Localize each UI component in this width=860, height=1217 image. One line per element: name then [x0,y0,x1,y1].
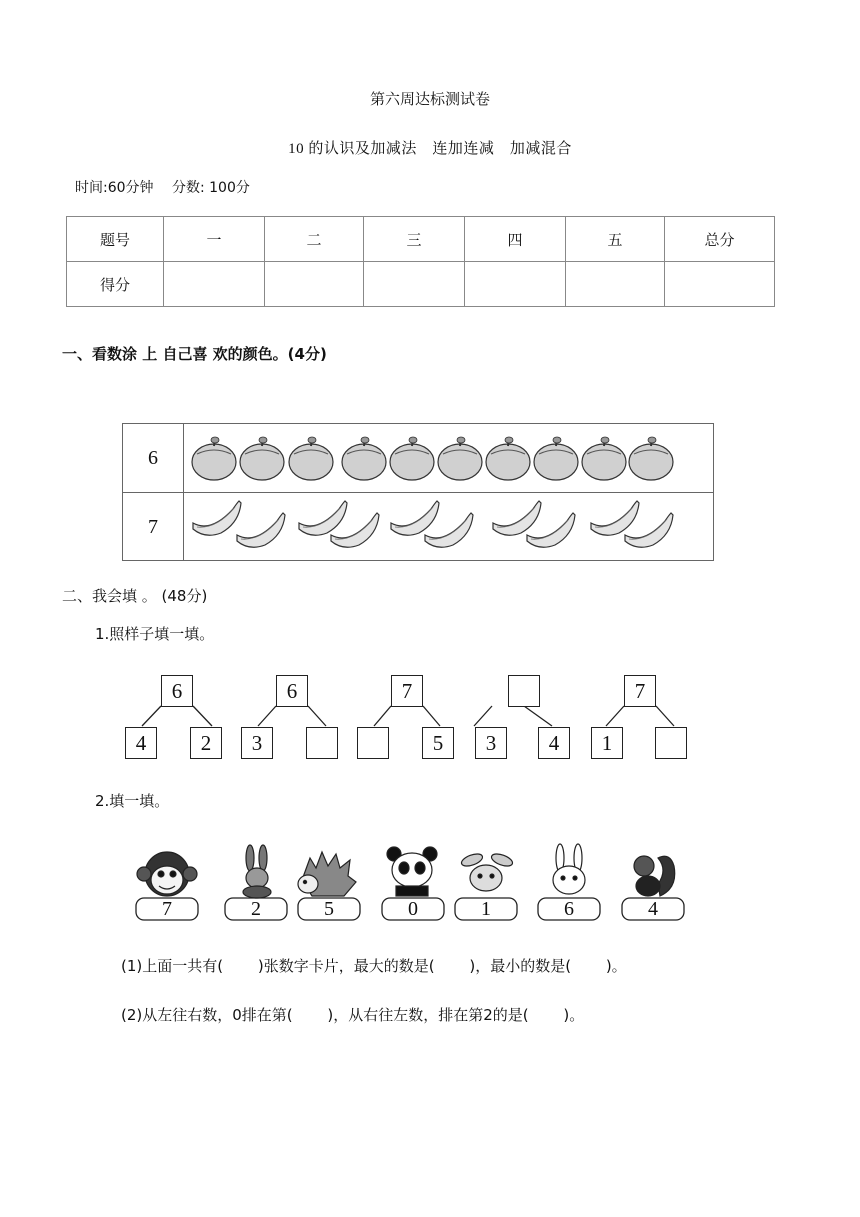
bunny-icon [460,852,514,891]
score-table-header-row [67,217,775,262]
card-number: 2 [251,898,261,920]
q1-title: 1.照样子填一填。 [95,625,215,643]
tree4-right-box: 4 [538,727,570,759]
fruit-row-number: 6 [123,424,184,492]
banana-icon[interactable] [493,501,541,535]
score-header-cell: 五 [566,217,665,262]
score-input-cell[interactable] [566,262,665,307]
tree4-top-answer-box[interactable] [508,675,540,707]
page-subtitle: 10 的认识及加减法 连加连减 加减混合 [288,141,572,157]
score-input-cell[interactable] [265,262,364,307]
score-header-cell: 题号 [67,217,164,262]
tree1-top-box: 6 [161,675,193,707]
apple-icon[interactable] [486,437,530,480]
score-input-cell[interactable] [364,262,465,307]
white-rabbit-icon [553,844,585,894]
banana-icon[interactable] [391,501,439,535]
tree1-left-box: 4 [125,727,157,759]
apple-icon[interactable] [390,437,434,480]
tree1-right-box: 2 [190,727,222,759]
card-number: 5 [324,898,334,920]
q2-title: 2.填一填。 [95,792,170,810]
tree2-right-answer-box[interactable] [306,727,338,759]
banana-icon[interactable] [193,501,241,535]
fruit-table [122,423,714,561]
score-table [66,216,775,307]
banana-icon[interactable] [237,513,285,547]
card-number: 1 [481,898,491,920]
tree5-top-box: 7 [624,675,656,707]
apple-icon[interactable] [582,437,626,480]
q2-part2[interactable]: (2)从左往右数，0排在第( )，从右往左数，排在第2的是( )。 [121,1006,585,1024]
tree5-left-box: 1 [591,727,623,759]
section1-title: 一、看数涂 上 自己喜 欢的颜色。(4分) [62,345,327,363]
apple-icon[interactable] [289,437,333,480]
score-row-label: 得分 [67,262,164,307]
tree3-top-box: 7 [391,675,423,707]
score-input-cell[interactable] [465,262,566,307]
score-header-cell: 一 [164,217,265,262]
rabbit-icon [243,845,271,898]
fruit-row-number: 7 [123,493,184,561]
score-table-score-row [67,262,775,307]
hedgehog-icon [298,852,356,896]
score-header-cell: 二 [265,217,364,262]
section2-title: 二、我会填 。 (48分) [62,587,208,605]
card-number: 7 [162,898,172,920]
apple-icon[interactable] [438,437,482,480]
squirrel-icon [634,856,675,896]
banana-icon[interactable] [299,501,347,535]
tree3-left-answer-box[interactable] [357,727,389,759]
banana-icon[interactable] [591,501,639,535]
q2-part1[interactable]: (1)上面一共有( )张数字卡片，最大的数是( )，最小的数是( )。 [121,957,627,975]
fruit-row-apples [123,424,713,493]
page-title: 第六周达标测试卷 [369,92,490,108]
tree4-left-box: 3 [475,727,507,759]
tree5-right-answer-box[interactable] [655,727,687,759]
tree2-top-box: 6 [276,675,308,707]
apple-icon[interactable] [534,437,578,480]
score-header-cell: 三 [364,217,465,262]
banana-group[interactable] [185,493,713,561]
score-header-cell: 四 [465,217,566,262]
score-header-cell: 总分 [665,217,775,262]
tree3-right-box: 5 [422,727,454,759]
score-input-cell[interactable] [164,262,265,307]
apple-icon[interactable] [342,437,386,480]
panda-icon [387,847,437,896]
card-number: 0 [408,898,418,920]
score-input-cell[interactable] [665,262,775,307]
apple-icon[interactable] [192,437,236,480]
fruit-row-bananas [123,493,713,561]
apple-group[interactable] [185,424,713,492]
card-number: 6 [564,898,574,920]
monkey-icon [137,852,197,896]
apple-icon[interactable] [240,437,284,480]
exam-meta: 时间:60分钟 分数: 100分 [75,180,250,196]
card-number: 4 [648,898,658,920]
apple-icon[interactable] [629,437,673,480]
tree2-left-box: 3 [241,727,273,759]
